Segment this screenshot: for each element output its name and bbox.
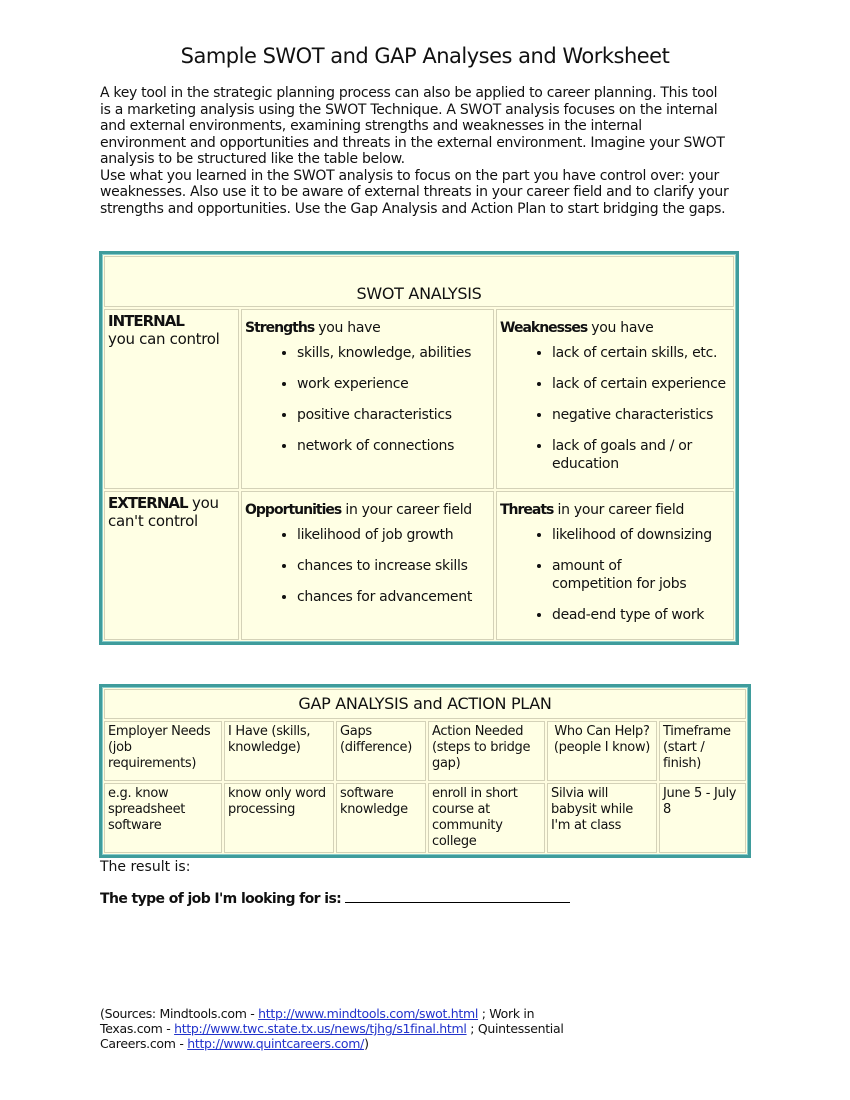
column-header: Employer Needs (job requirements) <box>104 721 222 781</box>
mindtools-link[interactable]: http://www.mindtools.com/swot.html <box>258 1006 479 1021</box>
threats-desc: in your career field <box>553 502 685 518</box>
column-header: Gaps (difference) <box>336 721 426 781</box>
external-cell <box>104 491 239 640</box>
list-item: • lack of certain skills, etc. <box>552 344 730 362</box>
list-item: • dead-end type of work <box>552 606 730 624</box>
gap-header: GAP ANALYSIS and ACTION PLAN <box>104 689 746 719</box>
table-cell: enroll in short course at community college <box>428 783 545 853</box>
list-item: • amount of competition for jobs <box>552 557 702 593</box>
column-header: I Have (skills, knowledge) <box>224 721 334 781</box>
external-desc: you can't control <box>108 494 219 530</box>
list-item: • chances to increase skills <box>297 557 490 575</box>
opportunities-cell <box>241 491 494 640</box>
list-item: • positive characteristics <box>297 406 490 424</box>
strengths-desc: you have <box>314 320 381 336</box>
table-cell: software knowledge <box>336 783 426 853</box>
column-header: Timeframe (start / finish) <box>659 721 746 781</box>
list-item: • likelihood of downsizing <box>552 526 730 544</box>
table-row <box>104 783 746 853</box>
column-header: Who Can Help? (people I know) <box>547 721 657 781</box>
opportunities-label: Opportunities <box>245 502 342 518</box>
list-item: • likelihood of job growth <box>297 526 490 544</box>
list-item: • lack of certain experience <box>552 375 730 393</box>
gap-table <box>99 684 751 858</box>
internal-label: INTERNAL <box>108 312 184 330</box>
source-text: ; Quintessential Careers.com - <box>100 1021 564 1051</box>
table-cell: e.g. know spreadsheet software <box>104 783 222 853</box>
intro-text <box>100 85 730 217</box>
list-item: • lack of goals and / or education <box>552 437 692 473</box>
quintcareers-link[interactable]: http://www.quintcareers.com/ <box>187 1036 365 1051</box>
page-title: Sample SWOT and GAP Analyses and Worksheet <box>180 44 670 68</box>
list-item: • skills, knowledge, abilities <box>297 344 490 362</box>
strengths-cell <box>241 309 494 489</box>
threats-label: Threats <box>500 502 554 518</box>
weaknesses-desc: you have <box>587 320 654 336</box>
internal-cell <box>104 309 239 489</box>
weaknesses-cell <box>496 309 734 489</box>
strengths-label: Strengths <box>245 320 315 336</box>
intro-paragraph: A key tool in the strategic planning process can also be applied to career planning. This tool is a marketing analysis using the SWOT Technique. A SWOT analysis focuses on the internal and external environments, examining strengths and weaknesses in the internal environment and opportunities and threats in the external environment. Imagine your SWOT analysis to be structured like the table below. <box>100 85 725 167</box>
sources <box>100 1006 600 1051</box>
swot-table <box>99 251 739 645</box>
source-text: ) <box>364 1036 369 1051</box>
column-header: Action Needed (steps to bridge gap) <box>428 721 545 781</box>
table-cell: Silvia will babysit while I'm at class <box>547 783 657 853</box>
opportunities-desc: in your career field <box>341 502 472 518</box>
internal-desc: you can control <box>108 330 220 348</box>
job-type-blank[interactable] <box>345 890 570 903</box>
external-label: EXTERNAL <box>108 494 188 512</box>
table-cell: know only word processing <box>224 783 334 853</box>
table-cell: June 5 - July 8 <box>659 783 746 853</box>
twc-link[interactable]: http://www.twc.state.tx.us/news/tjhg/s1final.html <box>174 1021 467 1036</box>
job-type-label: The type of job I'm looking for is: <box>100 891 346 907</box>
list-item: • chances for advancement <box>297 588 490 606</box>
swot-header: SWOT ANALYSIS <box>104 256 734 307</box>
threats-cell <box>496 491 734 640</box>
intro-paragraph: Use what you learned in the SWOT analysis to focus on the part you have control over: your weaknesses. Also use it to be aware of external threats in your career field and to clarify your strengths and opportunities. Use the Gap Analysis and Action Plan to start bridging the gaps. <box>100 167 729 217</box>
weaknesses-label: Weaknesses <box>500 320 588 336</box>
list-item: • negative characteristics <box>552 406 730 424</box>
job-type-line <box>100 890 570 907</box>
result-label: The result is: <box>100 859 191 875</box>
list-item: • network of connections <box>297 437 490 455</box>
source-text: ; Work in Texas.com - <box>100 1006 535 1036</box>
source-text: (Sources: Mindtools.com - <box>100 1006 259 1021</box>
list-item: • work experience <box>297 375 490 393</box>
